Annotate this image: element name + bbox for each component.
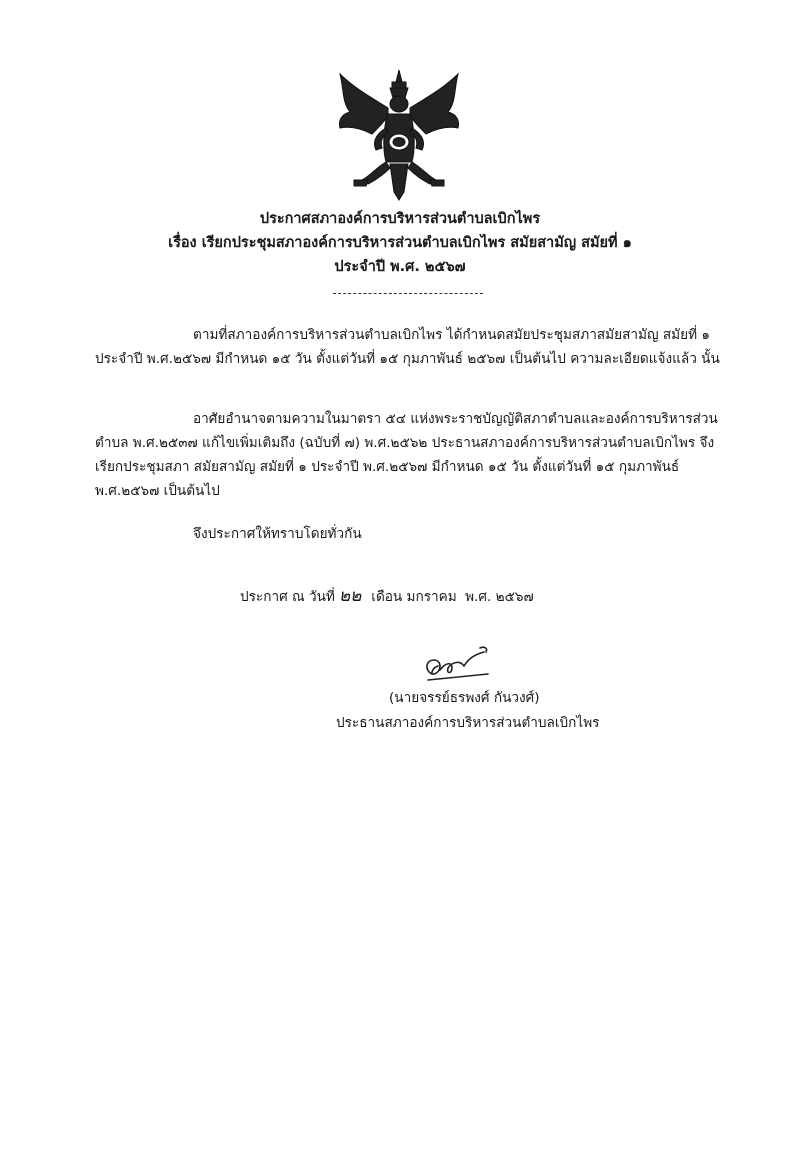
body-paragraph-3: จึงประกาศให้ทราบโดยทั่วกัน — [193, 526, 362, 542]
garuda-emblem-icon — [332, 68, 466, 204]
dateline-prefix: ประกาศ ณ วันที่ — [240, 589, 335, 605]
signer-name: (นายจรรย์ธรพงศ์ กันวงศ์) — [389, 690, 540, 706]
signer-title: ประธานสภาองค์การบริหารส่วนตำบลเบิกไพร — [336, 715, 600, 731]
handwritten-signature — [418, 644, 498, 686]
dateline-year: พ.ศ. ๒๕๖๗ — [465, 589, 534, 605]
announcement-dateline — [240, 582, 538, 609]
announcement-title: ประกาศสภาองค์การบริหารส่วนตำบลเบิกไพร — [259, 211, 541, 227]
announcement-subject: เรื่อง เรียกประชุมสภาองค์การบริหารส่วนตำบลเบิกไพร สมัยสามัญ สมัยที่ ๑ — [168, 235, 632, 251]
body-paragraph-1: ตามที่สภาองค์การบริหารส่วนตำบลเบิกไพร ได้กำหนดสมัยประชุมสภาสมัยสามัญ สมัยที่ ๑ ประจำปี พ.ศ.๒๕๖๗ มีกำหนด ๑๕ วัน ตั้งแต่วันที่ ๑๕ กุมภาพันธ์ ๒๕๖๗ เป็นต้นไป ความละเอียดแจ้งแล้ว นั้น — [95, 327, 720, 367]
announcement-year: ประจำปี พ.ศ. ๒๕๖๗ — [334, 259, 466, 275]
dateline-month: เดือน มกราคม — [371, 589, 457, 605]
dateline-day: ๒๒ — [338, 586, 362, 606]
body-paragraph-2: อาศัยอำนาจตามความในมาตรา ๕๔ แห่งพระราชบัญญัติสภาตำบลและองค์การบริหารส่วนตำบล พ.ศ.๒๕๓๗ แก้ไขเพิ่มเติมถึง (ฉบับที่ ๗) พ.ศ.๒๕๖๒ ประธานสภาองค์การบริหารส่วนตำบลเบิกไพร จึงเรียกประชุมสภา สมัยสามัญ สมัยที่ ๑ ประจำปี พ.ศ.๒๕๖๗ มีกำหนด ๑๕ วัน ตั้งแต่วันที่ ๑๕ กุมภาพันธ์ พ.ศ.๒๕๖๗ เป็นต้นไป — [95, 411, 718, 499]
heading-divider — [333, 293, 483, 294]
